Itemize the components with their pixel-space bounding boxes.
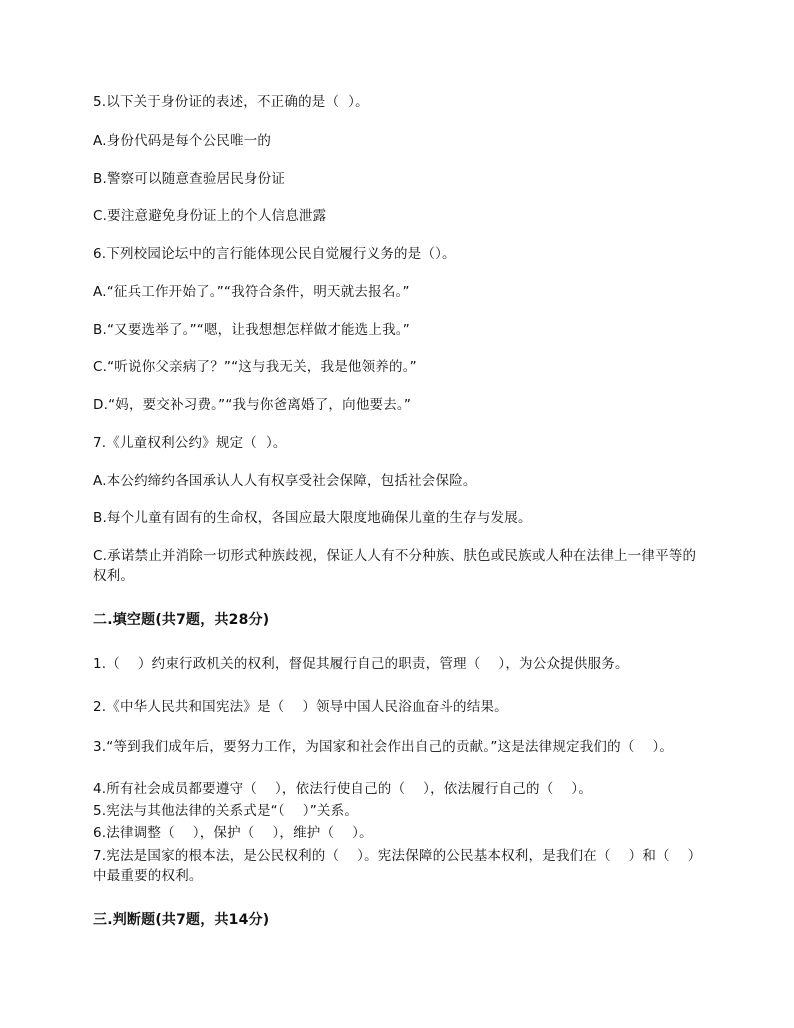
question-5-stem: 5.以下关于身份证的表述，不正确的是（ ）。 bbox=[93, 94, 369, 110]
question-6-stem: 6.下列校园论坛中的言行能体现公民自觉履行义务的是（）。 bbox=[93, 246, 456, 262]
question-6-option-d: D.“妈，要交补习费。”“我与你爸离婚了，向他要去。” bbox=[93, 397, 412, 413]
question-7-stem: 7.《儿童权利公约》规定（ ）。 bbox=[93, 435, 287, 451]
fill-item-6: 6.法律调整（ ），保护（ ），维护（ ）。 bbox=[93, 825, 373, 841]
fill-item-2: 2.《中华人民共和国宪法》是（ ）领导中国人民浴血奋斗的结果。 bbox=[93, 699, 508, 715]
question-7-option-a: A.本公约缔约各国承认人人有权享受社会保障，包括社会保险。 bbox=[93, 473, 477, 489]
question-7-option-b: B.每个儿童有固有的生命权，各国应最大限度地确保儿童的生存与发展。 bbox=[93, 510, 532, 526]
question-5-option-a: A.身份代码是每个公民唯一的 bbox=[93, 133, 272, 149]
fill-item-4: 4.所有社会成员都要遵守（ ），依法行使自己的（ ），依法履行自己的（ ）。 bbox=[93, 781, 593, 797]
question-6-option-b: B.“又要选举了。”“嗯，让我想想怎样做才能选上我。” bbox=[93, 322, 410, 338]
question-6-option-a: A.“征兵工作开始了。”“我符合条件，明天就去报名。” bbox=[93, 284, 410, 300]
fill-item-5: 5.宪法与其他法律的关系式是“（ ）”关系。 bbox=[93, 803, 359, 819]
question-5-option-c: C.要注意避免身份证上的个人信息泄露 bbox=[93, 208, 327, 224]
question-5-option-b: B.警察可以随意查验居民身份证 bbox=[93, 171, 286, 187]
fill-item-1: 1.（ ）约束行政机关的权利，督促其履行自己的职责，管理（ ），为公众提供服务。 bbox=[93, 656, 629, 672]
fill-item-7: 7.宪法是国家的根本法，是公民权利的（ ）。宪法保障的公民基本权利，是我们在（ ）和（ ）中最重要的权利。 bbox=[93, 848, 702, 884]
question-7-option-c: C.承诺禁止并消除一切形式种族歧视，保证人人有不分种族、肤色或民族或人种在法律上一律平等的权利。 bbox=[93, 548, 697, 584]
section-title-fill-blank: 二.填空题(共7题，共28分) bbox=[93, 612, 270, 628]
section-title-true-false: 三.判断题(共7题，共14分) bbox=[93, 912, 270, 928]
question-6-option-c: C.“听说你父亲病了？”“这与我无关，我是他领养的。” bbox=[93, 359, 417, 375]
fill-item-3: 3.“等到我们成年后，要努力工作，为国家和社会作出自己的贡献。”这是法律规定我们的（ ）。 bbox=[93, 739, 674, 755]
